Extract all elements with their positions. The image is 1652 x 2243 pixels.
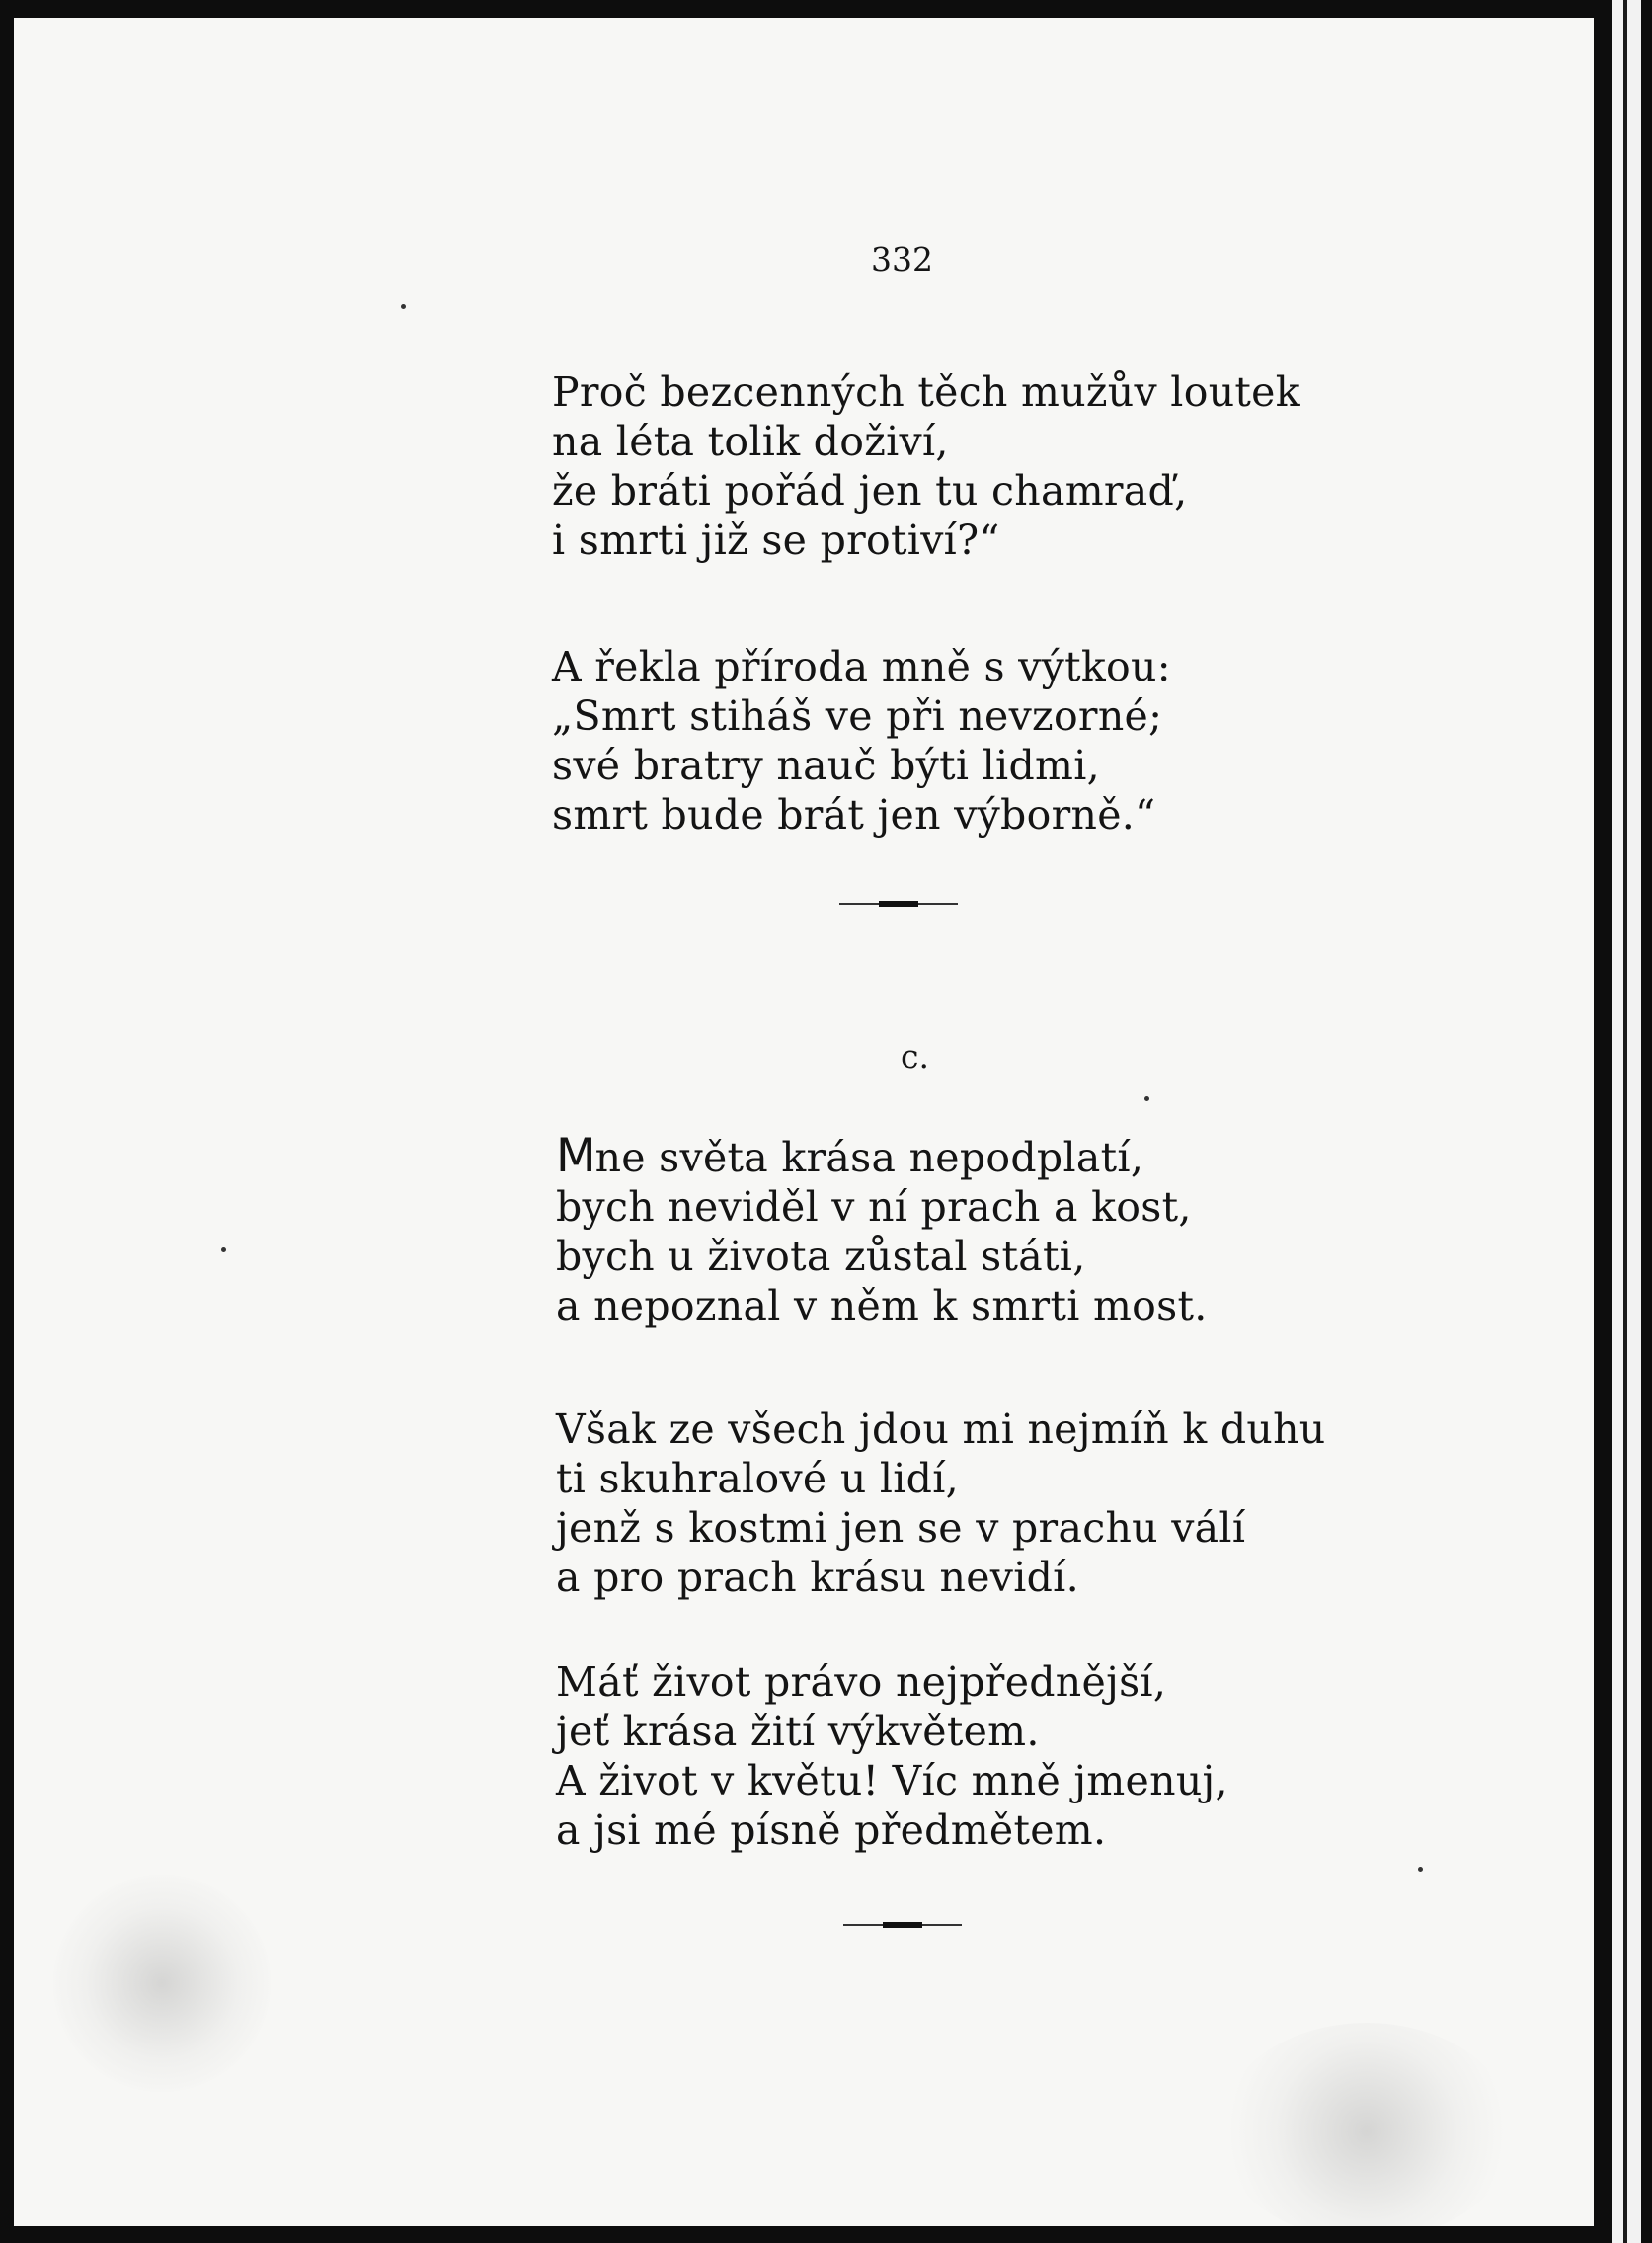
initial-letter: M [556, 1129, 595, 1183]
verse-line: své bratry nauč býti lidmi, [552, 742, 1100, 789]
verse-line: a nepoznal v něm k smrti most. [556, 1282, 1208, 1329]
verse-line: Však ze všech jdou mi nejmíň k duhu [556, 1405, 1326, 1453]
verse-line: „Smrt stiháš ve při nevzorné; [552, 692, 1163, 740]
verse-line: že bráti pořád jen tu chamraď, [552, 467, 1188, 515]
speck [1144, 1096, 1149, 1101]
verse-line: a jsi mé písně předmětem. [556, 1806, 1107, 1854]
verse-line: jenž s kostmi jen se v prachu válí [556, 1504, 1246, 1552]
speck [221, 1247, 226, 1252]
stain [1219, 2023, 1515, 2226]
verse-line: a pro prach krásu nevidí. [556, 1554, 1079, 1601]
verse-line: Máť život právo nejpřednější, [556, 1658, 1167, 1706]
verse-line-rest: ne světa krása nepodplatí, [594, 1134, 1144, 1181]
section-divider [843, 1924, 962, 1927]
section-heading: c. [901, 1037, 929, 1076]
verse-line: bych neviděl v ní prach a kost, [556, 1183, 1192, 1231]
speck [401, 304, 406, 309]
verse-line: i smrti již se protiví?“ [552, 517, 1000, 564]
verse-line: smrt bude brát jen výborně.“ [552, 791, 1156, 839]
section-divider [839, 903, 958, 906]
verse-line-first [556, 1129, 1208, 1183]
stain [53, 1875, 271, 2092]
page-edge-line [1623, 0, 1627, 2243]
stanza-1 [552, 367, 1300, 565]
verse-line: jeť krása žití výkvětem. [556, 1708, 1040, 1755]
stanza-5 [556, 1657, 1228, 1855]
verse-line: A život v květu! Víc mně jmenuj, [556, 1757, 1228, 1804]
speck [1418, 1867, 1423, 1872]
verse-line: ti skuhralové u lidí, [556, 1455, 959, 1502]
verse-line: A řekla příroda mně s výtkou: [552, 643, 1171, 690]
verse-line: na léta tolik doživí, [552, 418, 949, 465]
page-number: 332 [871, 240, 933, 279]
stanza-4 [556, 1404, 1326, 1602]
stanza-2 [552, 642, 1171, 840]
verse-line: Proč bezcenných těch mužův loutek [552, 368, 1300, 416]
stanza-3 [556, 1129, 1208, 1330]
verse-line: bych u života zůstal státi, [556, 1233, 1086, 1280]
book-page [14, 18, 1594, 2226]
